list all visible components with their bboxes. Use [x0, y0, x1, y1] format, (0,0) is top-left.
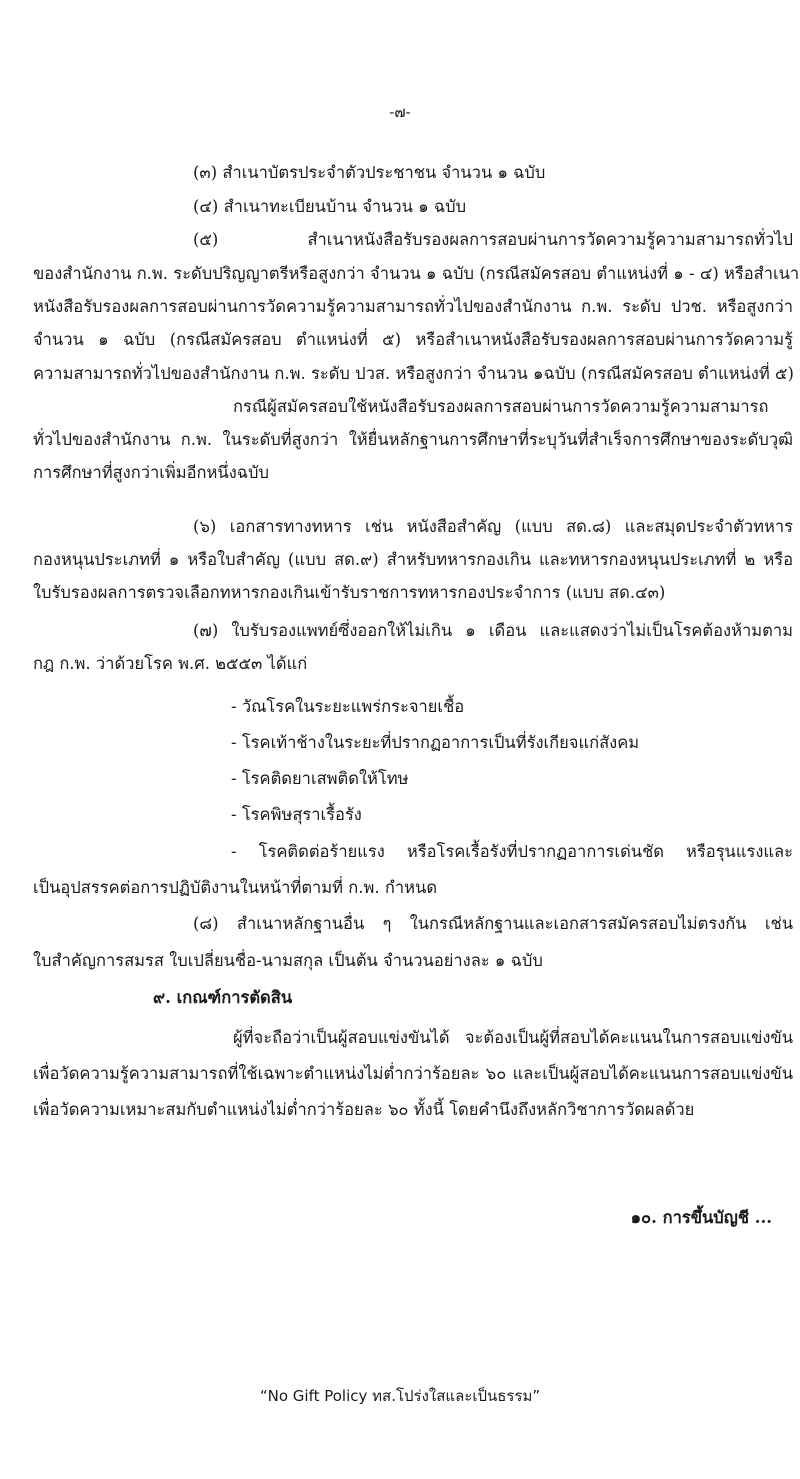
paragraph-line: ใบสำคัญการสมรส ใบเปลี่ยนชื่อ-นามสกุล เป็นต้น จำนวนอย่างละ ๑ ฉบับ [33, 951, 543, 970]
paragraph-line: ทั่วไปของสำนักงาน ก.พ. ในระดับที่สูงกว่า ให้ยื่นหลักฐานการศึกษาที่ระบุวันที่สำเร็จการศึกษาของระดับวุฒิ [33, 430, 793, 449]
paragraph-line: ความสามารถทั่วไปของสำนักงาน ก.พ. ระดับ ปวส. หรือสูงกว่า จำนวน ๑ฉบับ (กรณีสมัครสอบ ตำแหน่งที่ ๕) [33, 364, 794, 383]
paragraph-line: กองหนุนประเภทที่ ๑ หรือใบสำคัญ (แบบ สด.๙) สำหรับทหารกองเกิน และทหารกองหนุนประเภทที่ ๒ หรือ [33, 550, 793, 569]
disease-list-item: - โรคติดต่อร้ายแรง หรือโรคเรื้อรังที่ปรากฏอาการเด่นชัด หรือรุนแรงและ [231, 842, 793, 861]
paragraph-line: การศึกษาที่สูงกว่าเพิ่มอีกหนึ่งฉบับ [33, 463, 269, 482]
footer-slogan: “No Gift Policy ทส.โปร่งใสและเป็นธรรม” [259, 1387, 541, 1405]
disease-list-item: - โรคติดยาเสพติดให้โทษ [231, 769, 409, 788]
paragraph-line: เพื่อวัดความรู้ความสามารถที่ใช้เฉพาะตำแหน่งไม่ต่ำกว่าร้อยละ ๖๐ และเป็นผู้สอบได้คะแนนการสอบแข่งขัน [33, 1064, 793, 1083]
paragraph-line: กรณีผู้สมัครสอบใช้หนังสือรับรองผลการสอบผ่านการวัดความรู้ความสามารถ [233, 397, 769, 416]
paragraph-line: ผู้ที่จะถือว่าเป็นผู้สอบแข่งขันได้ จะต้องเป็นผู้ที่สอบได้คะแนนในการสอบแข่งขัน [233, 1028, 793, 1047]
paragraph-line: จำนวน ๑ ฉบับ (กรณีสมัครสอบ ตำแหน่งที่ ๕) หรือสำเนาหนังสือรับรองผลการสอบผ่านการวัดความรู้ [33, 330, 793, 349]
disease-list-item: - โรคพิษสุราเรื้อรัง [231, 805, 362, 824]
paragraph-line: ของสำนักงาน ก.พ. ระดับปริญญาตรีหรือสูงกว่า จำนวน ๑ ฉบับ (กรณีสมัครสอบ ตำแหน่งที่ ๑ - ๔) หรือสำเนา [33, 264, 800, 283]
paragraph-line: เพื่อวัดความเหมาะสมกับตำแหน่งไม่ต่ำกว่าร้อยละ ๖๐ ทั้งนี้ โดยคำนึงถึงหลักวิชาการวัดผลด้วย [33, 1100, 695, 1119]
disease-list-item: - วัณโรคในระยะแพร่กระจายเชื้อ [231, 697, 465, 716]
item-3-id-card-copy: (๓) สำเนาบัตรประจำตัวประชาชน จำนวน ๑ ฉบับ [193, 163, 546, 182]
paragraph-line: ใบรับรองผลการตรวจเลือกทหารกองเกินเข้ารับราชการทหารกองประจำการ (แบบ สด.๔๓) [33, 583, 666, 602]
item-4-house-registration-copy: (๔) สำเนาทะเบียนบ้าน จำนวน ๑ ฉบับ [193, 197, 467, 216]
paragraph-line: หนังสือรับรองผลการสอบผ่านการวัดความรู้ความสามารถทั่วไปของสำนักงาน ก.พ. ระดับ ปวช. หรือสูงกว่า [33, 297, 793, 316]
item-5-first-line: (๕) สำเนาหนังสือรับรองผลการสอบผ่านการวัดความรู้ความสามารถทั่วไป [193, 230, 793, 249]
paragraph-line: เป็นอุปสรรคต่อการปฏิบัติงานในหน้าที่ตามที่ ก.พ. กำหนด [33, 878, 438, 897]
item-6-first-line: (๖) เอกสารทางทหาร เช่น หนังสือสำคัญ (แบบ สด.๘) และสมุดประจำตัวทหาร [193, 517, 793, 536]
next-page-marker: ๑๐. การขึ้นบัญชี ... [630, 1208, 772, 1227]
section-9-heading: ๙. เกณฑ์การตัดสิน [153, 988, 293, 1007]
disease-list-item: - โรคเท้าช้างในระยะที่ปรากฏอาการเป็นที่รังเกียจแก่สังคม [231, 733, 640, 752]
item-8-first-line: (๘) สำเนาหลักฐานอื่น ๆ ในกรณีหลักฐานและเอกสารสมัครสอบไม่ตรงกัน เช่น [193, 914, 793, 933]
item-7-first-line: (๗) ใบรับรองแพทย์ซึ่งออกให้ไม่เกิน ๑ เดือน และแสดงว่าไม่เป็นโรคต้องห้ามตาม [193, 621, 793, 640]
paragraph-line: กฎ ก.พ. ว่าด้วยโรค พ.ศ. ๒๕๕๓ ได้แก่ [33, 654, 308, 673]
page-number: -๗- [389, 103, 411, 121]
